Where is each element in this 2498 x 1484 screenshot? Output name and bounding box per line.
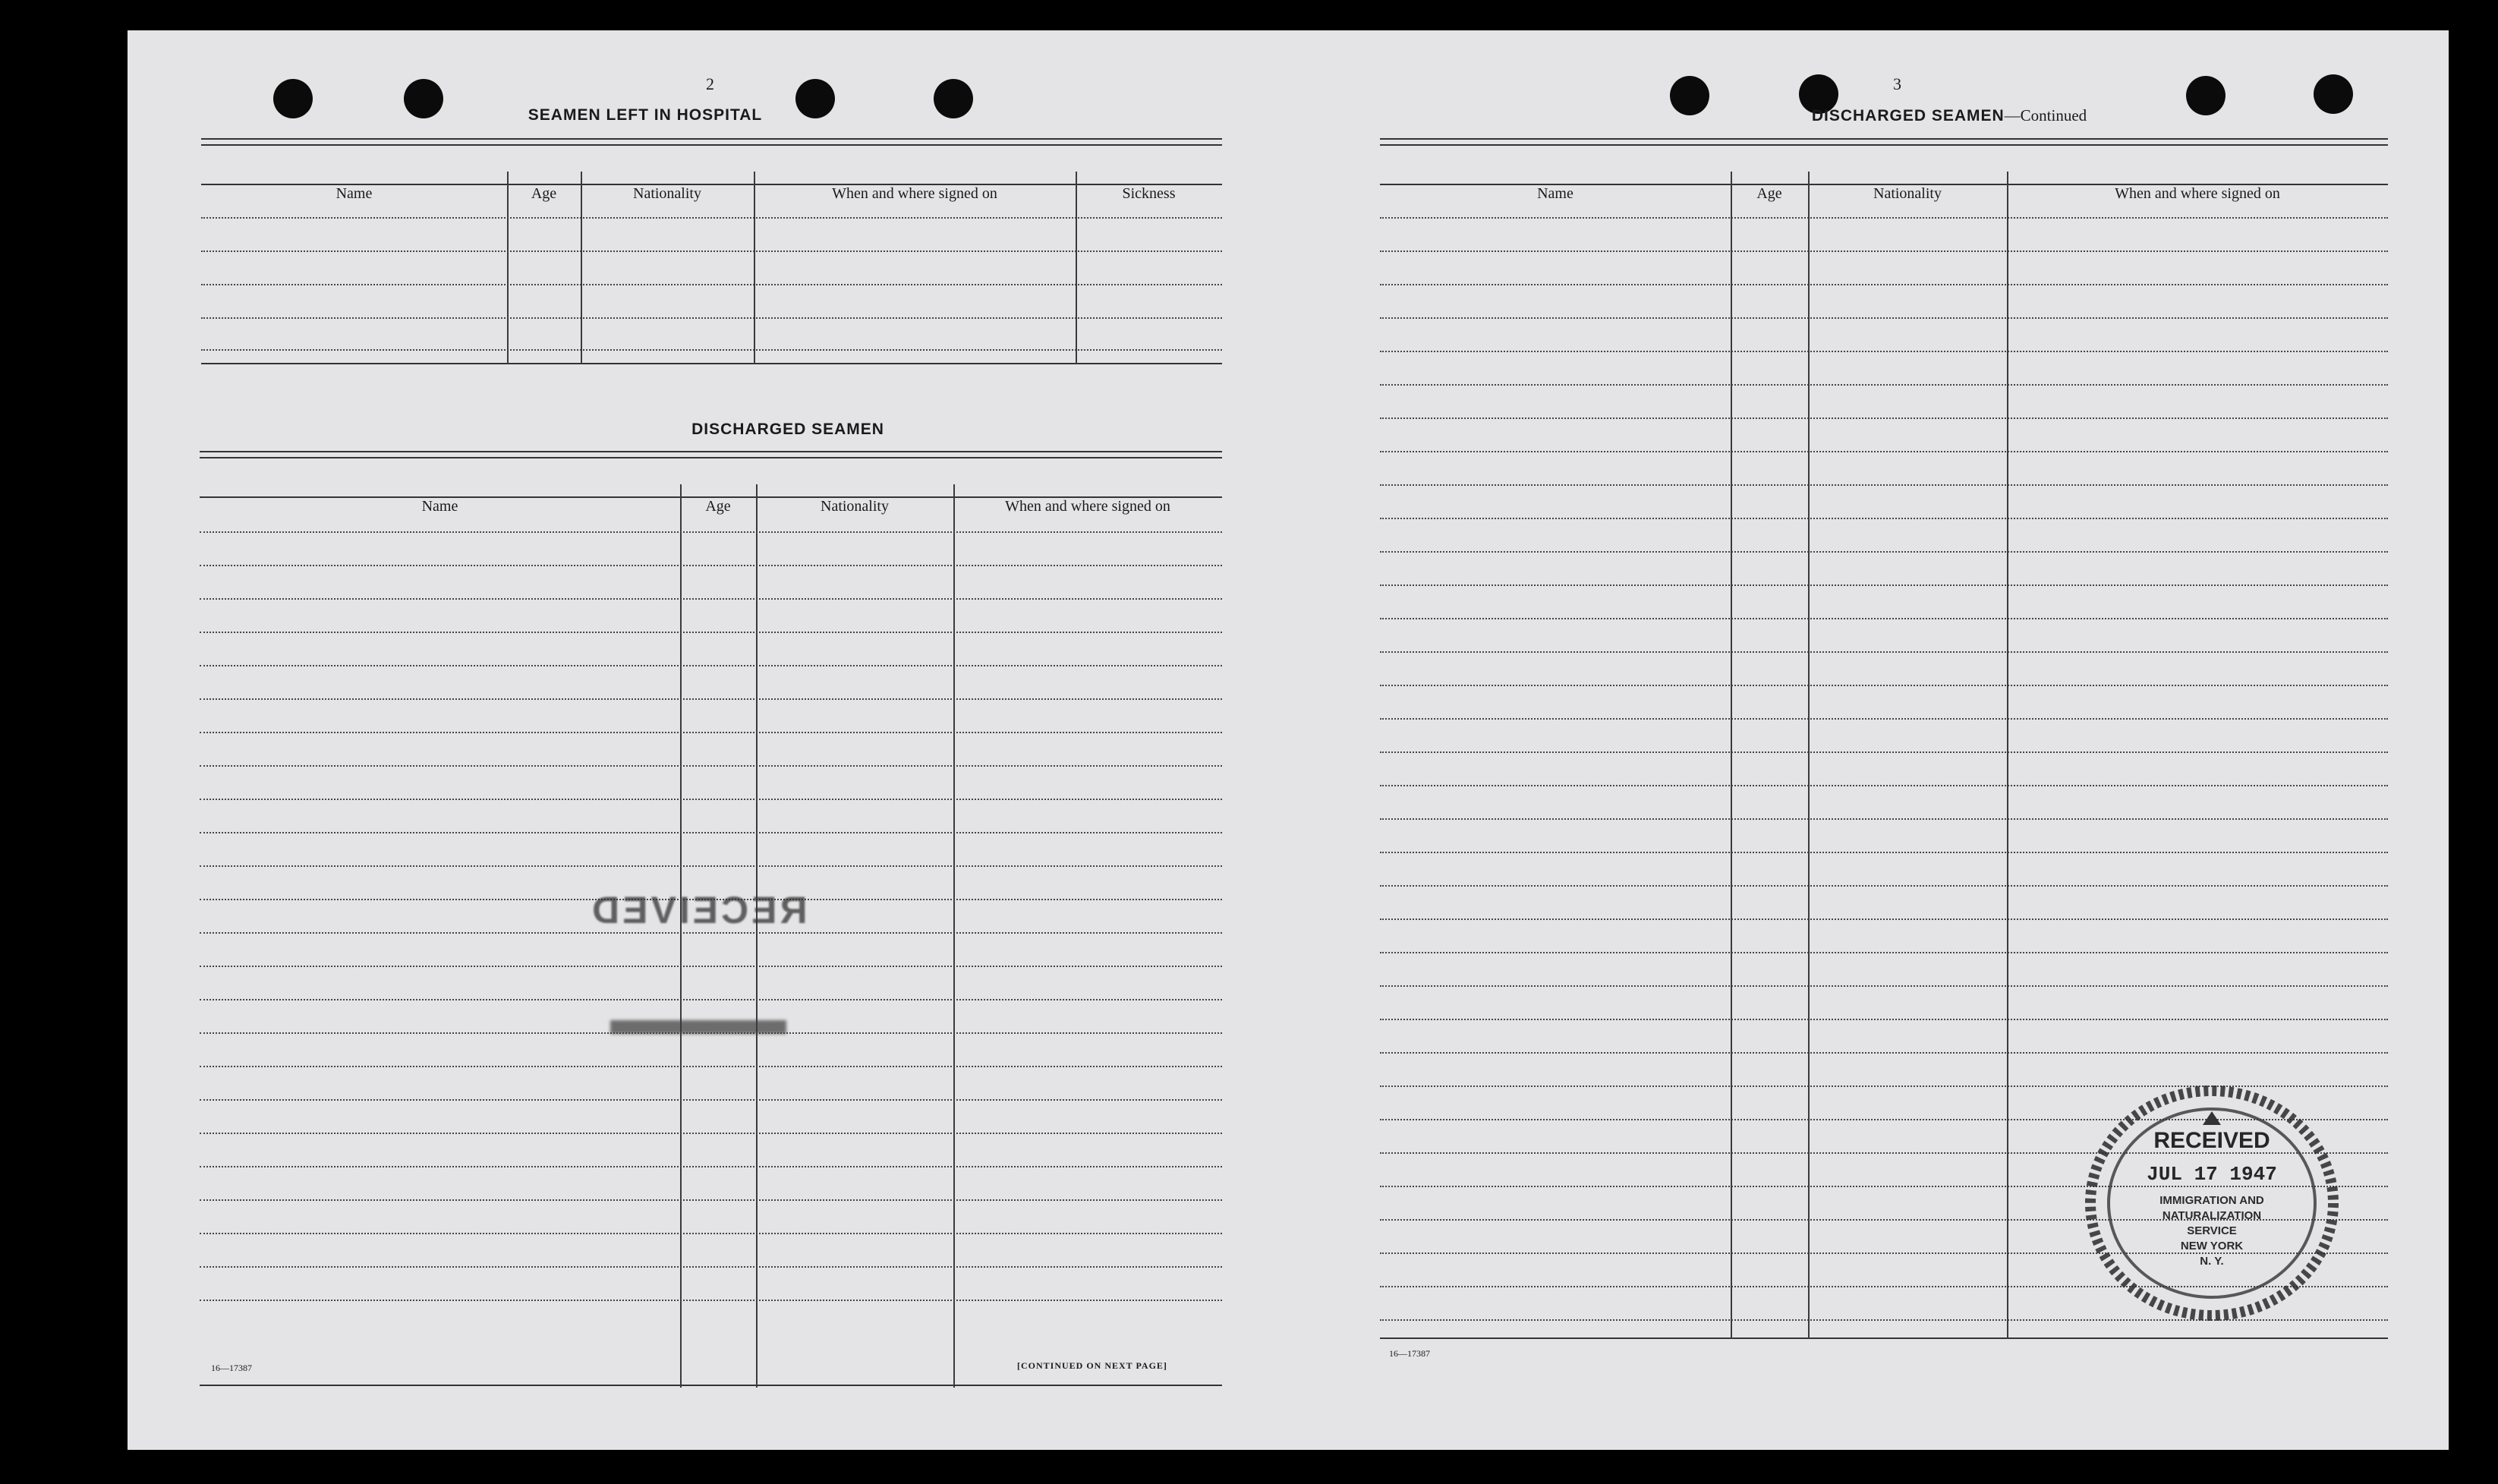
column-header-name: Name — [1537, 185, 1573, 202]
column-header-age: Age — [1756, 185, 1782, 202]
page-number-right: 3 — [1893, 74, 1901, 93]
seal-date: JUL 17 1947 — [2147, 1163, 2277, 1186]
column-header-nationality: Nationality — [633, 185, 701, 202]
seal-line-5: N. Y. — [2200, 1255, 2224, 1268]
bleed-through-stamp: RECEIVED — [589, 889, 808, 931]
column-header-nationality: Nationality — [821, 498, 889, 515]
seal-line-2: NATURALIZATION — [2162, 1209, 2262, 1222]
column-header-age: Age — [705, 498, 731, 515]
continued-note: [CONTINUED ON NEXT PAGE] — [1017, 1360, 1167, 1371]
form-number-left: 16—17387 — [211, 1363, 252, 1373]
bleed-through-mark — [610, 1020, 786, 1034]
column-header-signed-on: When and where signed on — [2115, 185, 2280, 202]
title-main: DISCHARGED SEAMEN — [1811, 107, 2005, 124]
title-continued: —Continued — [2004, 106, 2087, 124]
discharged-continued-title — [1608, 106, 2291, 125]
punch-hole — [404, 79, 443, 118]
hospital-table — [201, 138, 1222, 427]
punch-hole — [273, 79, 313, 118]
hospital-title: SEAMEN LEFT IN HOSPITAL — [528, 106, 763, 124]
form-number-right: 16—17387 — [1389, 1348, 1430, 1359]
seal-received: RECEIVED — [2153, 1128, 2270, 1153]
column-header-sickness: Sickness — [1122, 185, 1176, 202]
punch-hole — [934, 79, 973, 118]
column-header-name: Name — [421, 498, 458, 515]
column-header-age: Age — [531, 185, 557, 202]
column-header-name: Name — [335, 185, 373, 202]
page-number-left: 2 — [706, 74, 714, 93]
column-header-nationality: Nationality — [1873, 185, 1942, 202]
seal-line-3: SERVICE — [2187, 1224, 2237, 1237]
column-header-signed-on: When and where signed on — [1005, 498, 1170, 515]
column-header-signed-on: When and where signed on — [832, 185, 997, 202]
seal-line-4: NEW YORK — [2180, 1240, 2244, 1252]
document-sheet — [128, 30, 2449, 1450]
received-seal — [2068, 1078, 2356, 1328]
punch-hole — [2314, 74, 2353, 114]
seal-line-1: IMMIGRATION AND — [2159, 1194, 2264, 1207]
discharged-title: DISCHARGED SEAMEN — [691, 421, 884, 438]
